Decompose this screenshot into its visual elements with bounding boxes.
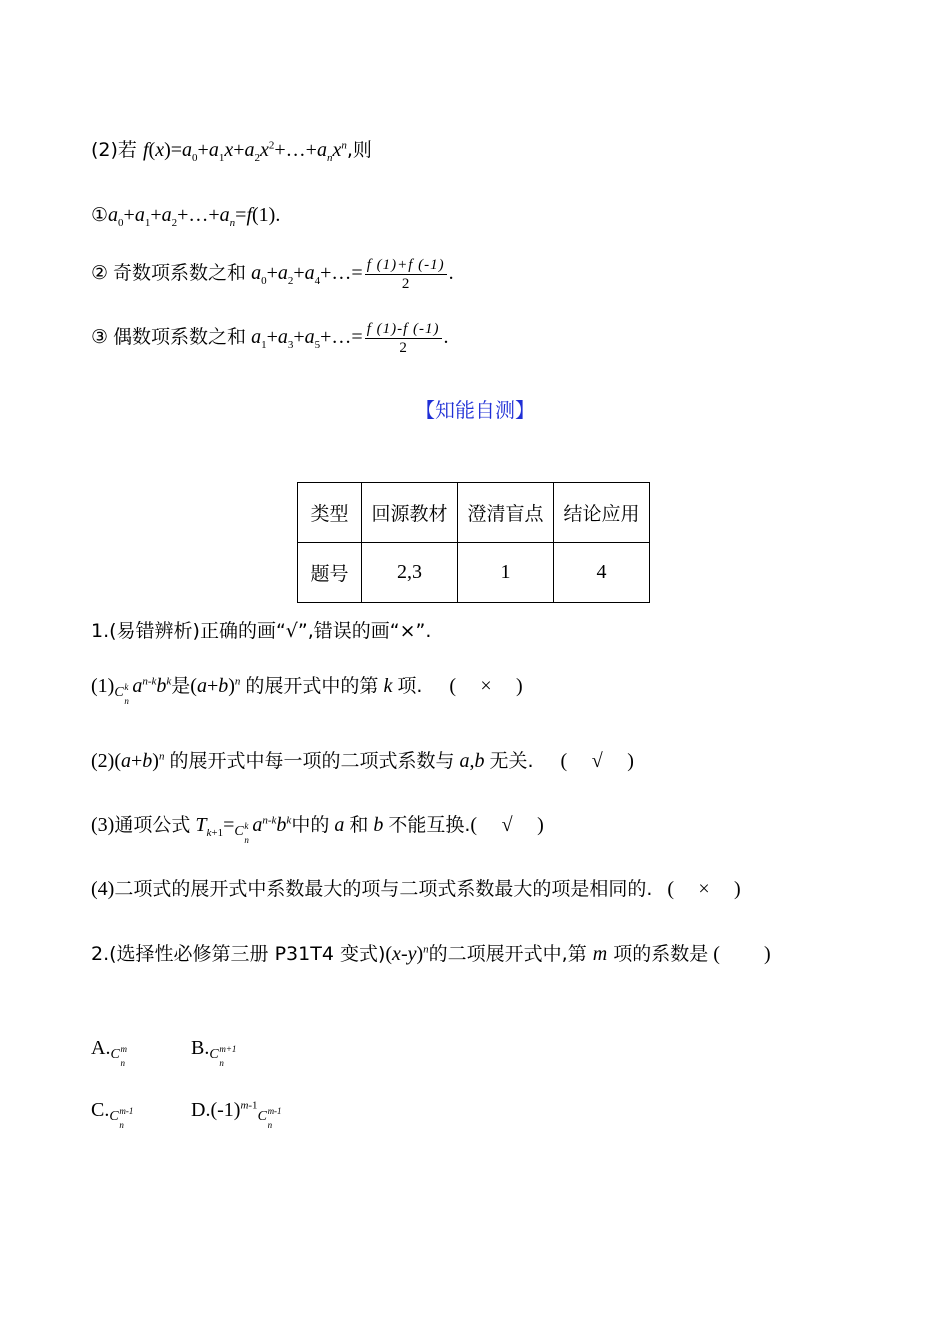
option-row-1 [91,1036,237,1069]
item-id: (3) [91,814,115,836]
even-label: 偶数项系数之和 [113,326,247,349]
table-header-cell: 结论应用 [554,483,650,543]
table-header-cell: 类型 [298,483,362,543]
answer-mark: × [480,675,492,697]
question-2-text: 的二项展开式中,第 [428,943,593,965]
question-1-text: 1.(易错辨析)正确的画“√”,错误的画“×”. [91,620,432,642]
option-d[interactable]: $D.(-1)^{m-1}$ C m-1 n [191,1098,294,1123]
item-text: 通项公式 [114,814,191,836]
option-b[interactable] [191,1036,245,1069]
binomial-coefficient: C k n [114,682,129,707]
item-id: (4) [91,878,115,900]
binomial-coefficient: C m-1 n [257,1106,282,1131]
item-text: 的展开式中的第 [245,675,379,697]
binomial-coefficient: C m n [110,1044,127,1069]
fraction: $\frac{f (1)+f (-1)}{2}$ [366,257,445,292]
option-row-2 [91,1098,282,1131]
question-1-item-2: $(2)(a+b)^n$ 的展开式中每一项的二项式系数与 a,b 无关. ( √ ) [91,750,634,772]
item-marker: ② [91,262,109,285]
question-2-stem: 2.(选择性必修第三册 P31T4 变式)$(x-y)^n$的二项展开式中,第 m 项的系数是 ( ) [91,943,771,965]
table-cell: 1 [458,543,554,603]
question-1-item-1: (1) C k n $a^{n-k}b^k$是$(a+b)^n$ 的展开式中的第 k 项. ( × ) [91,675,523,707]
option-label: A. [91,1037,111,1059]
section2-intro: (2)若 $f(x)=a_0+a_1x+a_2x^2+\dots+a_nx^n$,则 [91,139,372,164]
item-text: 二项式的展开式中系数最大的项与二项式系数最大的项是相同的. [114,878,653,900]
table-cell: 4 [554,543,650,603]
question-1-item-3: (3)通项公式 $T_{k+1}=$ C k n $a^{n-k}b^k$中的 a 和 b 不能互换.( √ ) [91,814,544,846]
binomial-coefficient: C m-1 n [109,1106,134,1131]
question-1-item-4: (4)二项式的展开式中系数最大的项与二项式系数最大的项是相同的. ( × ) [91,878,741,900]
table-header-row [298,483,650,543]
table-cell: 2,3 [362,543,458,603]
table-header-cell: 回源教材 [362,483,458,543]
table-row-label: 题号 [298,543,362,603]
option-c[interactable] [91,1099,145,1131]
question-type-table [297,482,650,603]
item-marker: ① [91,204,109,226]
binomial-coefficient: C m+1 n [209,1044,237,1069]
item-text: 的展开式中每一项的二项式系数与 [169,750,455,772]
fraction: $\frac{f (1)-f (-1)}{2}$ [366,321,440,356]
question-2-text-end: 项的系数是 [607,943,709,965]
question-1-stem [91,619,431,643]
option-label: B. [191,1037,210,1059]
option-label: D. [191,1099,211,1121]
option-a[interactable] [91,1037,140,1069]
property-even-terms: ③ 偶数项系数之和 $a_1+a_3+a_5+\dots=$ $\frac{f (1)-f (-1)}{2}$ . [91,321,449,356]
property-sum-all: $①a_0+a_1+a_2+\dots+a_n=f(1)$. [91,204,281,229]
table-row [298,543,650,603]
item-id: (2) [91,750,115,772]
answer-mark: √ [501,814,513,836]
answer-mark: × [698,878,710,900]
question-2-source: 2.(选择性必修第三册 P31T4 变式) [91,943,386,965]
section2-prefix: (2)若 [91,139,143,161]
item-id: (1) [91,675,115,697]
odd-label: 奇数项系数之和 [113,262,247,285]
table-header-cell: 澄清盲点 [458,483,554,543]
answer-mark: √ [591,750,603,772]
binomial-coefficient: C k n [234,821,249,846]
item-marker: ③ [91,326,109,349]
section-heading: 【知能自测】 [415,398,535,422]
option-label: C. [91,1099,110,1121]
property-odd-terms: ② 奇数项系数之和 $a_0+a_2+a_4+\dots=$ $\frac{f (1)+f (-1)}{2}$ . [91,257,454,292]
